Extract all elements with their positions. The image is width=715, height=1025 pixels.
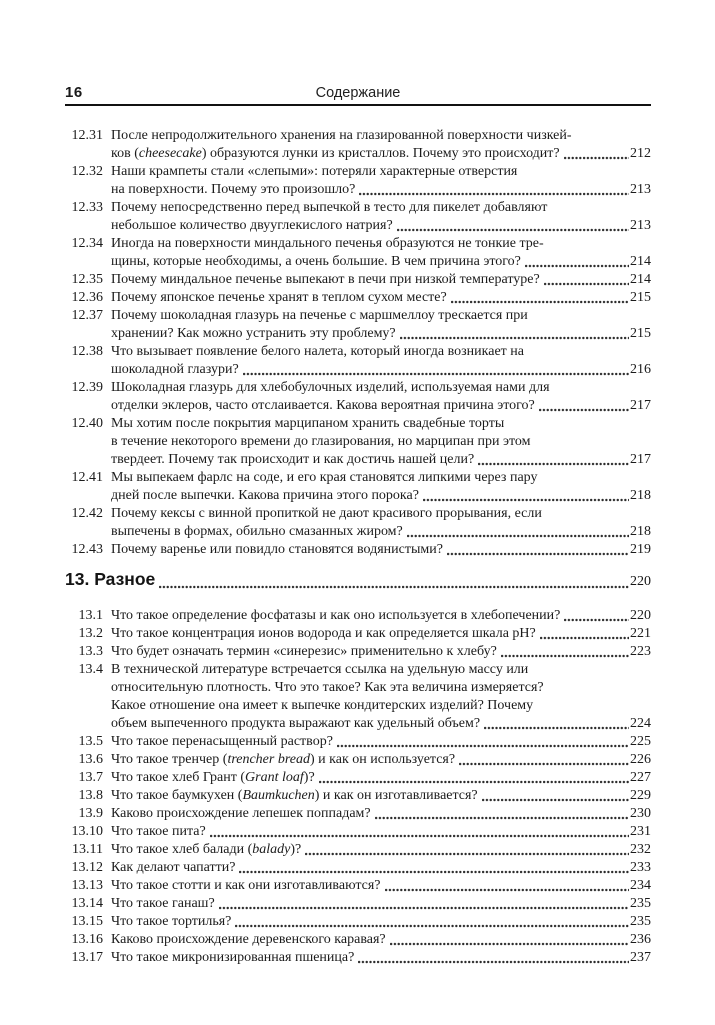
entry-question-line: относительную плотность. Что это такое? Как эта величина измеряется?	[111, 680, 544, 695]
toc-entry	[65, 895, 651, 913]
entry-question: щины, которые необходимы, а очень большие. В чем причина этого?	[111, 254, 521, 269]
entry-number: 13.9	[78, 806, 103, 821]
entry-text	[111, 289, 651, 307]
dot-leader	[400, 336, 629, 340]
entry-number: 12.34	[71, 236, 103, 251]
entry-text	[111, 733, 651, 751]
dot-leader	[337, 744, 629, 748]
dot-leader	[305, 852, 629, 856]
entry-number: 12.41	[71, 470, 103, 485]
entry-number: 13.17	[71, 950, 103, 965]
entry-question: Что такое баумкухен (Baumkuchen) и как он изготавливается?	[111, 788, 478, 803]
entry-question-line: Шоколадная глазурь для хлебобулочных изделий, используемая нами для	[111, 380, 550, 395]
entry-page-number: 226	[630, 752, 651, 767]
entry-text	[111, 127, 651, 163]
entry-text	[111, 805, 651, 823]
entry-page-number: 216	[630, 362, 651, 377]
entry-text	[111, 949, 651, 967]
entry-number: 13.6	[78, 752, 103, 767]
entry-text	[111, 895, 651, 913]
entry-page-number: 220	[630, 608, 651, 623]
entry-page-number: 225	[630, 734, 651, 749]
entry-page-number: 217	[630, 452, 651, 467]
dot-leader	[385, 888, 630, 892]
dot-leader	[459, 762, 629, 766]
entry-number: 13.2	[78, 626, 103, 641]
toc-entry	[65, 841, 651, 859]
section-page-number: 220	[630, 574, 651, 589]
entry-number: 12.36	[71, 290, 103, 305]
entry-number: 13.10	[71, 824, 103, 839]
dot-leader	[219, 906, 629, 910]
toc-entry	[65, 949, 651, 967]
entry-text	[111, 505, 651, 541]
entry-number: 13.3	[78, 644, 103, 659]
entry-number: 13.12	[71, 860, 103, 875]
entry-page-number: 215	[630, 290, 651, 305]
entry-question-line: Какое отношение она имеет к выпечке кондитерских изделий? Почему	[111, 698, 534, 713]
entry-page-number: 230	[630, 806, 651, 821]
entry-question-line: Иногда на поверхности миндального печенья образуются не тонкие тре-	[111, 236, 544, 251]
entry-text	[111, 343, 651, 379]
entry-number: 13.11	[72, 842, 103, 857]
entry-text	[111, 877, 651, 895]
entry-question: Что такое перенасыщенный раствор?	[111, 734, 333, 749]
dot-leader	[235, 924, 629, 928]
toc-entry	[65, 607, 651, 625]
entry-question: Что такое тренчер (trencher bread) и как он используется?	[111, 752, 456, 767]
toc-entry	[65, 541, 651, 559]
entry-page-number: 236	[630, 932, 651, 947]
toc-entry	[65, 805, 651, 823]
entry-text	[111, 751, 651, 769]
toc-entry	[65, 235, 651, 271]
entry-number: 12.38	[71, 344, 103, 359]
entry-text	[111, 199, 651, 235]
entry-text	[111, 823, 651, 841]
entry-question-line: Почему непосредственно перед выпечкой в тесто для пикелет добавляют	[111, 200, 548, 215]
toc-entry	[65, 787, 651, 805]
entry-number: 12.35	[71, 272, 103, 287]
entry-question: Что будет означать термин «синерезис» применительно к хлебу?	[111, 644, 497, 659]
dot-leader	[540, 636, 629, 640]
entry-question: Как делают чапатти?	[111, 860, 236, 875]
entry-number: 12.37	[71, 308, 103, 323]
dot-leader	[525, 264, 629, 268]
entry-number: 13.5	[78, 734, 103, 749]
entry-question: ков (cheesecake) образуются лунки из кристаллов. Почему это происходит?	[111, 146, 560, 161]
entry-question: Почему миндальное печенье выпекают в печи при низкой температуре?	[111, 272, 540, 287]
toc-entry	[65, 415, 651, 469]
entry-question: Каково происхождение лепешек поппадам?	[111, 806, 371, 821]
entry-page-number: 213	[630, 218, 651, 233]
entry-question: Что такое хлеб Грант (Grant loaf)?	[111, 770, 315, 785]
entry-question: дней после выпечки. Какова причина этого порока?	[111, 488, 419, 503]
entry-number: 13.1	[78, 608, 103, 623]
entry-question-line: Мы хотим после покрытия марципаном хранить свадебные торты	[111, 416, 505, 431]
toc-entry	[65, 379, 651, 415]
toc-entry	[65, 913, 651, 931]
toc-entry	[65, 625, 651, 643]
entry-text	[111, 841, 651, 859]
toc-entry	[65, 877, 651, 895]
entry-page-number: 224	[630, 716, 651, 731]
entry-text	[111, 661, 651, 733]
entry-question: Что такое стотти и как они изготавливаются?	[111, 878, 381, 893]
running-header-title: Содержание	[315, 85, 401, 101]
toc-entry	[65, 163, 651, 199]
entry-question: хранении? Как можно устранить эту проблему?	[111, 326, 396, 341]
dot-leader	[397, 228, 629, 232]
toc-entry	[65, 307, 651, 343]
entry-page-number: 217	[630, 398, 651, 413]
entry-number: 13.4	[78, 662, 103, 677]
entry-page-number: 231	[630, 824, 651, 839]
entry-question: шоколадной глазури?	[111, 362, 239, 377]
entry-text	[111, 235, 651, 271]
chapter-12-entries	[65, 127, 651, 559]
entry-text	[111, 643, 651, 661]
entry-page-number: 232	[630, 842, 651, 857]
dot-leader	[390, 942, 629, 946]
entry-page-number: 237	[630, 950, 651, 965]
entry-text	[111, 625, 651, 643]
entry-text	[111, 541, 651, 559]
page-number: 16	[65, 84, 83, 101]
entry-text	[111, 379, 651, 415]
entry-question: выпечены в формах, обильно смазанных жиром?	[111, 524, 403, 539]
entry-number: 12.42	[71, 506, 103, 521]
entry-question: Что такое пита?	[111, 824, 206, 839]
entry-page-number: 221	[630, 626, 651, 641]
dot-leader	[243, 372, 629, 376]
section-heading-label: 13. Разное	[65, 569, 156, 589]
entry-page-number: 233	[630, 860, 651, 875]
running-header	[65, 84, 651, 101]
entry-question-line: После непродолжительного хранения на глазированной поверхности чизкей-	[111, 128, 572, 143]
entry-number: 13.7	[78, 770, 103, 785]
dot-leader	[359, 192, 629, 196]
entry-number: 13.14	[71, 896, 103, 911]
entry-number: 12.32	[71, 164, 103, 179]
entry-question: Что такое тортилья?	[111, 914, 232, 929]
entry-question: объем выпеченного продукта выражают как удельный объем?	[111, 716, 481, 731]
entry-text	[111, 415, 651, 469]
toc-entry	[65, 823, 651, 841]
entry-question: твердеет. Почему так происходит и как достичь нашей цели?	[111, 452, 475, 467]
toc-entry	[65, 769, 651, 787]
toc-entry	[65, 505, 651, 541]
entry-text	[111, 913, 651, 931]
header-rule	[65, 104, 651, 106]
toc-entry	[65, 859, 651, 877]
entry-page-number: 218	[630, 488, 651, 503]
entry-number: 12.33	[71, 200, 103, 215]
entry-number: 13.15	[71, 914, 103, 929]
toc-entry	[65, 199, 651, 235]
dot-leader	[375, 816, 629, 820]
entry-question: Что такое ганаш?	[111, 896, 215, 911]
entry-page-number: 235	[630, 896, 651, 911]
entry-page-number: 215	[630, 326, 651, 341]
entry-question: Почему варенье или повидло становятся водянистыми?	[111, 542, 443, 557]
entry-text	[111, 787, 651, 805]
entry-question: на поверхности. Почему это произошло?	[111, 182, 356, 197]
entry-page-number: 234	[630, 878, 651, 893]
entry-page-number: 235	[630, 914, 651, 929]
entry-number: 12.43	[71, 542, 103, 557]
entry-question: небольшое количество двууглекислого натрия?	[111, 218, 393, 233]
entry-text	[111, 469, 651, 505]
dot-leader	[407, 534, 629, 538]
entry-number: 12.39	[71, 380, 103, 395]
entry-text	[111, 271, 651, 289]
dot-leader	[358, 960, 629, 964]
toc-entry	[65, 127, 651, 163]
toc-entry	[65, 751, 651, 769]
toc-entry	[65, 271, 651, 289]
table-of-contents	[65, 127, 651, 967]
dot-leader	[451, 300, 629, 304]
dot-leader	[478, 462, 629, 466]
dot-leader	[210, 834, 629, 838]
toc-entry	[65, 931, 651, 949]
toc-section-heading	[65, 568, 651, 593]
dot-leader	[484, 726, 629, 730]
entry-number: 12.40	[71, 416, 103, 431]
entry-number: 13.13	[71, 878, 103, 893]
entry-question: Что такое микронизированная пшеница?	[111, 950, 355, 965]
entry-page-number: 212	[630, 146, 651, 161]
entry-question: отделки эклеров, часто отслаивается. Какова вероятная причина этого?	[111, 398, 535, 413]
entry-text	[111, 859, 651, 877]
entry-question: Что такое концентрация ионов водорода и как определяется шкала pH?	[111, 626, 536, 641]
entry-text	[111, 931, 651, 949]
entry-question-line: Наши крампеты стали «слепыми»: потеряли характерные отверстия	[111, 164, 518, 179]
dot-leader	[319, 780, 629, 784]
dot-leader	[501, 654, 629, 658]
entry-question-line: Что вызывает появление белого налета, который иногда возникает на	[111, 344, 524, 359]
entry-question-line: Мы выпекаем фарлс на соде, и его края становятся липкими через пару	[111, 470, 538, 485]
toc-entry	[65, 643, 651, 661]
entry-question: Каково происхождение деревенского каравая?	[111, 932, 386, 947]
entry-page-number: 219	[630, 542, 651, 557]
dot-leader	[482, 798, 629, 802]
entry-text	[111, 607, 651, 625]
entry-text	[111, 163, 651, 199]
entry-text	[111, 769, 651, 787]
dot-leader	[239, 870, 629, 874]
entry-text	[111, 307, 651, 343]
entry-page-number: 214	[630, 254, 651, 269]
entry-question-line: В технической литературе встречается ссылка на удельную массу или	[111, 662, 529, 677]
toc-entry	[65, 661, 651, 733]
toc-entry	[65, 289, 651, 307]
entry-question: Что такое хлеб балади (balady)?	[111, 842, 302, 857]
dot-leader	[564, 618, 629, 622]
dot-leader	[447, 552, 629, 556]
entry-question-line: Почему шоколадная глазурь на печенье с маршмеллоу трескается при	[111, 308, 528, 323]
entry-page-number: 213	[630, 182, 651, 197]
chapter-13-entries	[65, 607, 651, 967]
entry-page-number: 223	[630, 644, 651, 659]
entry-page-number: 214	[630, 272, 651, 287]
entry-page-number: 227	[630, 770, 651, 785]
toc-entry	[65, 469, 651, 505]
entry-question: Что такое определение фосфатазы и как оно используется в хлебопечении?	[111, 608, 561, 623]
entry-page-number: 229	[630, 788, 651, 803]
toc-entry	[65, 733, 651, 751]
entry-question-line: в течение некоторого времени до глазирования, но марципан при этом	[111, 434, 531, 449]
dot-leader	[564, 156, 629, 160]
entry-number: 13.16	[71, 932, 103, 947]
entry-number: 13.8	[78, 788, 103, 803]
entry-page-number: 218	[630, 524, 651, 539]
dot-leader	[544, 282, 629, 286]
toc-entry	[65, 343, 651, 379]
dot-leader	[423, 498, 629, 502]
dot-leader	[159, 585, 629, 589]
entry-question: Почему японское печенье хранят в теплом сухом месте?	[111, 290, 447, 305]
dot-leader	[539, 408, 629, 412]
entry-question-line: Почему кексы с винной пропиткой не дают красивого прорывания, если	[111, 506, 542, 521]
entry-number: 12.31	[71, 128, 103, 143]
